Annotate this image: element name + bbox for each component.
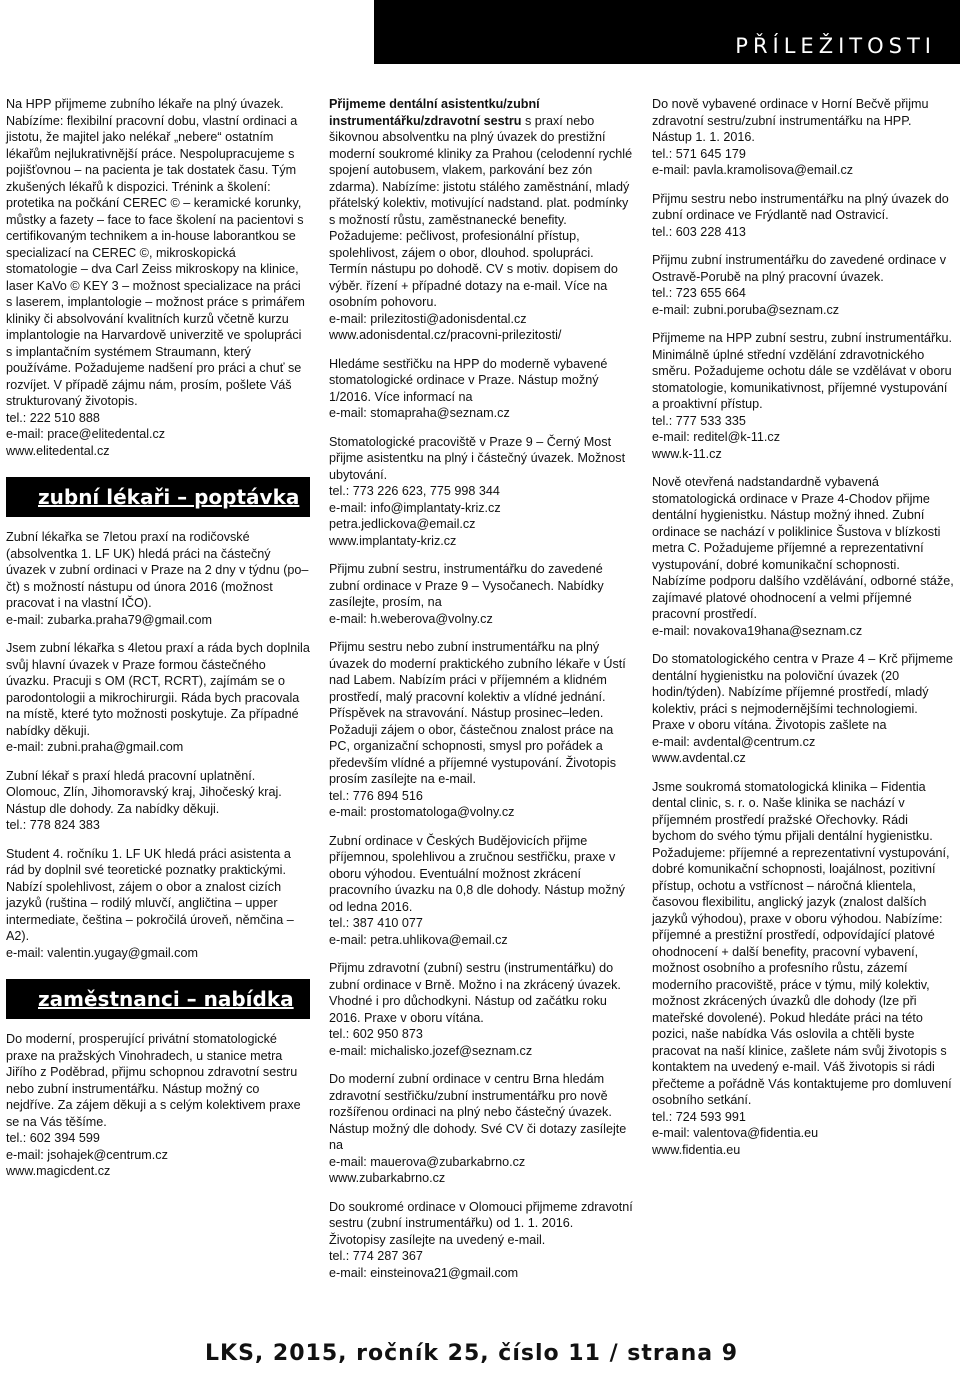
ad-email[interactable]: e-mail: petra.uhlikova@email.cz — [329, 932, 508, 947]
header-bar — [374, 0, 960, 64]
ad-text: Přijmu sestru nebo zubní instrumentářku na plný úvazek do moderní praktického zubního lékaře v Ústí nad Labem. Nabízím práci v příjemném a klidném prostředí, malý pracovní kolektiv a vlídné jednání. Příspěvek na stravování. Nástup prosinec–leden. Požaduji zájem o obor, částečnou znalost práce na PC, organizační schopnosti, smysl pro pořádek a především vlídné a příjemné vystupování. Životopis prosím zasílejte na e-mail. tel.: 776 894 516 e-mail: prostomatologa@volny.cz — [329, 640, 626, 819]
ad-text: Zubní ordinace v Českých Budějovicích přijme příjemnou, spolehlivou a zručnou sestřičku, praxe v oboru výhodou. Eventuální možnost zkrácení pracovního úvazku na 0,8 dle dohody. Nástup možný od ledna 2016. tel.: 387 410 077 e-mail: petra.uhlikova@email.cz — [329, 833, 625, 947]
ad-website[interactable]: www.k-11.cz — [652, 446, 722, 461]
page-footer: LKS, 2015, ročník 25, číslo 11 / strana 9 — [205, 1341, 739, 1366]
ad-text: Jsem zubní lékařka s 4letou praxí a ráda bych doplnila svůj hlavní úvazek v Praze formou částečného úvazku. Pracuji s OM (RCT, RCRT), zajímám se o parodontologii a mikrochirurgii. Ráda bych pracovala na místě, které tyto možnosti poskytuje. Za případné nabídky děkuji. e-mail: zubni.praha@gmail.com — [6, 641, 310, 754]
ad-phone: tel.: 602 394 599 — [6, 1131, 100, 1145]
ad-website[interactable]: www.elitedental.cz — [6, 443, 110, 458]
ad-email[interactable]: e-mail: prace@elitedental.cz — [6, 427, 166, 441]
ad-email[interactable]: e-mail: avdental@centrum.cz — [652, 734, 816, 749]
ad-text: Hledáme sestřičku na HPP do moderně vybavené stomatologické ordinace v Praze. Nástup možný 1/2016. Více informací na e-mail: stomapraha@seznam.cz — [329, 356, 608, 420]
ad-email[interactable]: e-mail: valentin.yugay@gmail.com — [6, 945, 198, 960]
ad-email[interactable]: e-mail: mauerova@zubarkabrno.cz — [329, 1154, 526, 1169]
ad-text: Do nově vybavené ordinace v Horní Bečvě přijmu zdravotní sestru/zubní instrumentářku na HPP. Nástup 1. 1. 2016. tel.: 571 645 179 e-mail: pavla.kramolisova@email.cz — [652, 97, 929, 177]
section-heading-dentists-demand: zubní lékaři – poptávka — [6, 477, 310, 517]
column-middle — [329, 96, 633, 1293]
column-right — [652, 96, 954, 1170]
ad-text: Student 4. ročníku 1. LF UK hledá práci asistenta a rád by doplnil své teoretické poznatky praktickými. Nabízí spolehlivost, zájem o obor a znalost cizích jazyků (ruština – rodilý mluvčí, angličtina – upper intermediate, čeština – pokročilá úroveň, němčina – A2). e-mail: valentin.yugay@gmail.com — [6, 846, 294, 960]
ad-text: Zubní lékař s praxí hledá pracovní uplatnění. Olomouc, Zlín, Jihomoravský kraj, Jihočeský kraj. Nástup dle dohody. Za nabídky děkuji. tel.: 778 824 383 — [6, 768, 282, 832]
ad-phone: tel.: 222 510 888 — [6, 410, 100, 425]
ad-email[interactable]: e-mail: novakova19hana@seznam.cz — [652, 623, 863, 638]
ad-phone: tel.: 773 226 623, 775 998 344 — [329, 484, 500, 498]
page-title: PŘÍLEŽITOSTI — [735, 34, 936, 58]
ad-text: Do moderní, prosperující privátní stomatologické praxe na pražských Vinohradech, u stanice metra Jiřího z Poděbrad, přijmu schopnou zdravotní sestru nebo zubní instrumentářku. Nástup možný co nejdříve. Za zájem děkuji a s celým kolektivem praxe se na Vás těšíme. tel.: 602 394 599 e-mail: jsohajek@centrum.cz www.magicdent.cz — [6, 1032, 301, 1178]
ad-body: Na HPP přijmeme zubního lékaře na plný úvazek. Nabízíme: flexibilní pracovní dobu, vlastní ordinaci a jistotu, že majitel jako nelékař „nebere“ ostatním lékařům nejlukrativnější práce. Nespolupracujeme s pojišťovnou – na pacienta je tak dostatek času. Tým zkušených lékařů k dispozici. Trénink a školení: protetika na počkání CEREC © – keramické korunky, můstky a fazety – face to face školení na pacientovi s certifikovaným technikem a in-house laborantkou se specializací na CEREC ©, mikroskopická stomatologie – dva Carl Zeiss mikroskopy na klinice, laser KaVo © KEY 3 – možnost specializace na práci s laserem, implantologie – možnost práce s primářem kliniky či absolvování kvalitních kurzů včetně kurzu implantologie na Harvardově univerzitě ve spolupráci s implantačním systémem Straumann, který používáme. Požadujeme nadšení pro práci a chuť se rozvíjet. V případě zájmu nám, prosím, pošlete Váš strukturovaný životopis. — [6, 97, 305, 408]
ad-text — [6, 96, 310, 459]
ad-text: Přijmu zubní sestru, instrumentářku do zavedené zubní ordinace v Praze 9 – Vysočanech. Nabídky zasílejte, prosím, na e-mail: h.weberova@volny.cz — [329, 562, 604, 626]
ad-phone: tel.: 603 228 413 — [652, 224, 746, 239]
ad-email[interactable]: e-mail: h.weberova@volny.cz — [329, 611, 493, 626]
ad-email[interactable]: e-mail: michalisko.jozef@seznam.cz — [329, 1043, 533, 1058]
ad-website[interactable]: www.implantaty-kriz.cz — [329, 533, 457, 548]
ad-phone: tel.: 776 894 516 — [329, 788, 423, 803]
ad-email[interactable]: e-mail: prostomatologa@volny.cz — [329, 805, 515, 819]
ad-website[interactable]: www.adonisdental.cz/pracovni-prilezitosti/ — [329, 328, 562, 342]
ad-website[interactable]: www.magicdent.cz — [6, 1164, 111, 1178]
ad-phone: tel.: 774 287 367 — [329, 1249, 423, 1263]
ad-phone: tel.: 387 410 077 — [329, 916, 423, 930]
ad-email[interactable]: e-mail: reditel@k-11.cz — [652, 430, 781, 444]
ad-email[interactable]: e-mail: zubarka.praha79@gmail.com — [6, 612, 212, 627]
ad-text: Do soukromé ordinace v Olomouci přijmeme zdravotní sestru (zubní instrumentářku) od 1. 1. 2016. Životopisy zasílejte na uvedený e-mail. tel.: 774 287 367 e-mail: einsteinova21@gmail.com — [329, 1199, 633, 1280]
ad-text: Přijmu zubní instrumentářku do zavedené ordinace v Ostravě-Porubě na plný pracovní úvazek. tel.: 723 655 664 e-mail: zubni.poruba@seznam.cz — [652, 253, 947, 317]
ad-text: Zubní lékařka se 7letou praxí na rodičovské (absolventka 1. LF UK) hledá práci na částečný úvazek v zubní ordinaci v Praze na 2 dny v týdnu (po–čt) s možností nástupu od února 2016 (možnost pracovat i na vlastní IČO). e-mail: zubarka.praha79@gmail.com — [6, 530, 309, 627]
ad-text: Do stomatologického centra v Praze 4 – Krč přijmeme dentální hygienistku na poloviční úvazek (20 hodin/týden). Nabízíme příjemné prostředí, mladý kolektiv, práci s nejmodernějšími technologiemi. Praxe v oboru vítána. Životopis zašlete na e-mail: avdental@centrum.cz www.avdental.cz — [652, 652, 953, 765]
column-left — [6, 96, 310, 1192]
ad-website[interactable]: www.fidentia.eu — [652, 1142, 741, 1157]
ad-text: Přijmeme na HPP zubní sestru, zubní instrumentářku. Minimálně úplné střední vzdělání zdravotnického směru. Požadujeme ochotu dále se vzdělávat v oboru stomatologie, komunikativnost, příjemné vystupování a proaktivní přístup. tel.: 777 533 335 e-mail: reditel@k-11.cz www.k-11.cz — [652, 331, 953, 461]
ad-text: Do moderní zubní ordinace v centru Brna hledám zdravotní sestřičku/zubní instrumentářku pro nově rozšířenou ordinaci na plný nebo částečný úvazek. Nástup možný dle dohody. Své CV či dotazy zasílejte na e-mail: mauerova@zubarkabrno.cz www.zubarkabrno.cz — [329, 1072, 627, 1185]
ad-phone: tel.: 724 593 991 — [652, 1109, 746, 1124]
ad-website[interactable]: www.avdental.cz — [652, 751, 746, 765]
ad-phone: tel.: 778 824 383 — [6, 818, 100, 832]
ad-email[interactable]: e-mail: stomapraha@seznam.cz — [329, 406, 510, 420]
ad-text: Stomatologické pracoviště v Praze 9 – Černý Most přijme asistentku na plný i částečný úvazek. Možnost ubytování. tel.: 773 226 623, 775 998 344 e-mail: info@implantaty-kriz.cz petra.jedlickova@email.cz www.implantaty-kriz.cz — [329, 434, 626, 548]
ad-email[interactable]: e-mail: pavla.kramolisova@email.cz — [652, 163, 854, 177]
ad-phone: tel.: 723 655 664 — [652, 286, 746, 300]
ad-email[interactable]: e-mail: valentova@fidentia.eu — [652, 1126, 819, 1140]
ad-email[interactable]: e-mail: prilezitosti@adonisdental.cz — [329, 311, 527, 326]
ad-phone: tel.: 602 950 873 — [329, 1027, 423, 1041]
ad-phone: tel.: 777 533 335 — [652, 413, 746, 428]
ad-email[interactable]: e-mail: info@implantaty-kriz.cz — [329, 500, 501, 515]
ad-phone: tel.: 571 645 179 — [652, 146, 746, 161]
ad-text: Přijmeme dentální asistentku/zubní instrumentářku/zdravotní sestru s praxí nebo šikovnou absolventku na plný úvazek do prestižní moderní soukromé kliniky za Prahou (celodenní rychlé spojení autobusem, vlakem, parkování bez zón zdarma). Nabízíme: jistotu stálého zaměstnání, mladý přátelský kolektiv, motivující nadstand. plat. podmínky s možností růstu, zaměstnanecké benefity. Požadujeme: pečlivost, profesionální přístup, spolehlivost, zájem o obor, dlouhod. spolupráci. Termín nástupu po dohodě. CV s motiv. dopisem do výběr. řízení + případné dotazy na e-mail. Více na osobním pohovoru. e-mail: prilezitosti@adonisdental.cz www.adonisdental.cz/pracovni-prilezitosti/ — [329, 97, 633, 342]
ad-text: Přijmu sestru nebo instrumentářku na plný úvazek do zubní ordinace ve Frýdlantě nad Ostravicí. tel.: 603 228 413 — [652, 191, 949, 239]
ad-text: Jsme soukromá stomatologická klinika – Fidentia dental clinic, s. r. o. Naše klinika se nachází v příjemném prostředí pražské Ořechovky. Rádi bychom do svého týmu přijali dentální hygienistku. Požadujeme: příjemné a reprezentativní vystupování, dobré komunikační schopnosti, loajálnost, pozitivní přístup, ochotu a vstřícnost – náročná klientela, časovou flexibilitu, anglický jazyk (znalost dalších jazyků výhodou), praxe v oboru výhodou. Nabízíme: příjemné a prestižní prostředí, odpovídající platové ohodnocení + další benefity, pracovní vybavení, možnost osobního a profesního růstu, zázemí moderního pracoviště, práce v týmu, milý kolektiv, možnost zkrácených úvazků dle dohody (lze při mateřské dovolené). Pokud hledáte práci na této pozici, naše nabídka Vás oslovila a chtěli byste pracovat na naší klinice, zašlete nám svůj životopis s kontaktem na uvedený e-mail. Váš životopis si rádi přečteme a pořádně Vás kontaktujeme pro domluvení osobního setkání. tel.: 724 593 991 e-mail: valentova@fidentia.eu www.fidentia.eu — [652, 779, 952, 1157]
ad-email[interactable]: e-mail: einsteinova21@gmail.com — [329, 1265, 519, 1280]
ad-email[interactable]: e-mail: jsohajek@centrum.cz — [6, 1147, 168, 1162]
ad-heading: Přijmeme dentální asistentku/zubní instrumentářku/zdravotní sestru — [329, 97, 540, 128]
ad-email[interactable]: e-mail: zubni.praha@gmail.com — [6, 740, 184, 754]
ad-website[interactable]: www.zubarkabrno.cz — [329, 1171, 446, 1185]
ad-email[interactable]: petra.jedlickova@email.cz — [329, 517, 476, 531]
ad-email[interactable]: e-mail: zubni.poruba@seznam.cz — [652, 302, 840, 317]
ad-text: Přijmu zdravotní (zubní) sestru (instrumentářku) do zubní ordinace v Brně. Možno i na zkrácený úvazek. Vhodné i pro důchodkyni. Nástup od začátku roku 2016. Praxe v oboru vítána. tel.: 602 950 873 e-mail: michalisko.jozef@seznam.cz — [329, 961, 621, 1058]
ad-text: Nově otevřená nadstandardně vybavená stomatologická ordinace v Praze 4-Chodov přijme dentální hygienistku. Nástup možný ihned. Zubní ordinace se nachází v poliklinice Šustova v blízkosti metra C. Požadujeme příjemné a reprezentativní vystupování, dobré komunikační schopnosti. Nabízíme podporu dalšího vzdělávání, odborné stáže, zajímavé platové ohodnocení a velmi příjemné pracovní prostředí. e-mail: novakova19hana@seznam.cz — [652, 475, 954, 638]
section-heading-staff-offer: zaměstnanci – nabídka — [6, 979, 310, 1019]
